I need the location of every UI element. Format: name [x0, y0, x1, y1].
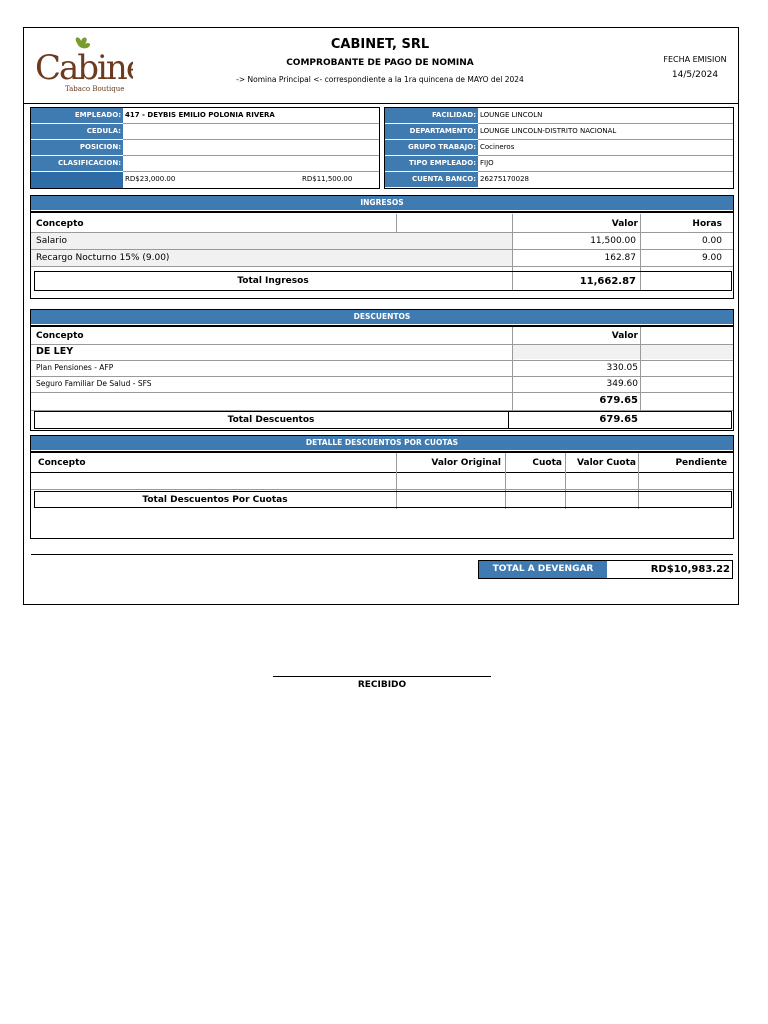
divider	[508, 411, 509, 429]
ingresos-col-valor: Valor	[611, 219, 638, 229]
devengar-value: RD$10,983.22	[650, 564, 730, 575]
department-value: LOUNGE LINCOLN-DISTRITO NACIONAL	[480, 127, 617, 135]
divider	[396, 214, 397, 232]
ingreso-valor: 11,500.00	[590, 236, 636, 246]
position-label: POSICION:	[31, 140, 123, 155]
facility-value: LOUNGE LINCOLN	[480, 111, 543, 119]
issue-date-value: 14/5/2024	[671, 70, 719, 80]
descuento-valor: 349.60	[606, 379, 638, 389]
salary-label-cell	[31, 172, 123, 188]
cuotas-col-original: Valor Original	[431, 458, 501, 468]
devengar-label: TOTAL A DEVENGAR	[479, 561, 607, 578]
work-group-value: Cocineros	[480, 143, 515, 151]
half-salary: RD$11,500.00	[302, 175, 353, 183]
monthly-salary: RD$23,000.00	[125, 175, 176, 183]
cuotas-col-cuota: Cuota	[532, 458, 562, 468]
received-label: RECIBIDO	[357, 680, 407, 690]
facility-label: FACILIDAD:	[385, 108, 478, 123]
total-ingresos-label: Total Ingresos	[237, 276, 309, 286]
employee-label: EMPLEADO:	[31, 108, 123, 123]
cuotas-col-pendiente: Pendiente	[675, 458, 727, 468]
row-bg	[512, 345, 733, 359]
divider	[123, 171, 379, 172]
bank-account-label: CUENTA BANCO:	[385, 172, 478, 187]
issue-date-label: FECHA EMISION	[663, 55, 727, 64]
document-title: COMPROBANTE DE PAGO DE NOMINA	[286, 58, 474, 68]
ingreso-horas: 0.00	[701, 236, 722, 246]
band-rule	[31, 451, 733, 453]
divider	[478, 123, 733, 124]
employee-value: 417 - DEYBIS EMILIO POLONIA RIVERA	[125, 111, 275, 119]
band-rule	[31, 325, 733, 327]
classification-label: CLASIFICACION:	[31, 156, 123, 171]
band-rule	[31, 211, 733, 213]
cuotas-col-valor-cuota: Valor Cuota	[577, 458, 636, 468]
cuotas-band: DETALLE DESCUENTOS POR CUOTAS	[31, 436, 733, 450]
ingreso-horas: 9.00	[701, 253, 722, 263]
descuento-concepto: Seguro Familiar De Salud - SFS	[36, 379, 152, 388]
employee-type-value: FIJO	[480, 159, 494, 167]
devengar-rule	[31, 554, 733, 555]
divider	[123, 139, 379, 140]
company-name: CABINET, SRL	[330, 37, 430, 52]
divider	[31, 489, 733, 490]
payroll-period: -> Nomina Principal <- correspondiente a la 1ra quincena de MAYO del 2024	[236, 75, 524, 84]
ingreso-valor: 162.87	[604, 253, 636, 263]
divider	[640, 327, 641, 411]
divider	[123, 155, 379, 156]
descuentos-col-valor: Valor	[611, 331, 638, 341]
ingresos-col-horas: Horas	[692, 219, 722, 229]
divider	[31, 472, 733, 473]
descuentos-col-concepto: Concepto	[36, 331, 84, 341]
cedula-value	[123, 124, 379, 139]
descuentos-subtotal: 679.65	[599, 395, 638, 406]
descuentos-band: DESCUENTOS	[31, 310, 733, 324]
divider	[478, 155, 733, 156]
descuentos-group: DE LEY	[36, 346, 74, 357]
total-descuentos-value: 679.65	[599, 414, 638, 425]
divider	[478, 171, 733, 172]
divider	[31, 266, 733, 267]
bank-account-value: 26275170028	[480, 175, 529, 183]
department-label: DEPARTAMENTO:	[385, 124, 478, 139]
cedula-label: CEDULA:	[31, 124, 123, 139]
employee-type-label: TIPO EMPLEADO:	[385, 156, 478, 171]
ingreso-concepto: Salario	[36, 236, 67, 246]
svg-text:Cabinet: Cabin	[35, 48, 126, 88]
divider	[478, 139, 733, 140]
ingresos-band: INGRESOS	[31, 196, 733, 210]
svg-text:Tabaco Boutique: Tabaco Boutique	[65, 85, 125, 93]
signature-line	[273, 676, 491, 677]
descuento-concepto: Plan Pensiones - AFP	[36, 363, 114, 372]
total-ingresos-value: 11,662.87	[579, 276, 636, 287]
descuento-valor: 330.05	[606, 363, 638, 373]
ingreso-concepto: Recargo Nocturno 15% (9.00)	[36, 253, 170, 263]
ingresos-col-concepto: Concepto	[36, 219, 84, 229]
company-logo	[33, 35, 133, 95]
cuotas-col-concepto: Concepto	[38, 458, 86, 468]
divider	[512, 327, 513, 411]
header-divider	[23, 103, 739, 104]
position-value	[123, 140, 379, 155]
classification-value	[123, 156, 379, 171]
work-group-label: GRUPO TRABAJO:	[385, 140, 478, 155]
divider	[123, 123, 379, 124]
total-cuotas-label: Total Descuentos Por Cuotas	[142, 495, 288, 505]
total-descuentos-label: Total Descuentos	[227, 415, 315, 425]
